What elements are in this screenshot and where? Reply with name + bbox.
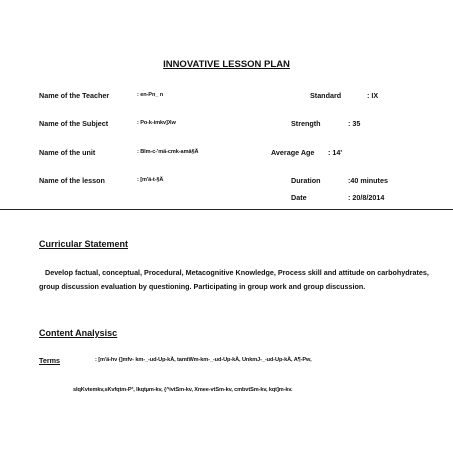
- terms-label: Terms: [39, 356, 61, 365]
- teacher-value: : en-Pn_ n: [137, 92, 164, 98]
- unit-value: : Blm-c-'mä-cmk-amä§Ä: [137, 149, 199, 155]
- strength-value: : 35: [348, 119, 361, 128]
- standard-value: : IX: [367, 91, 379, 100]
- content-heading: Content Analysisc: [39, 328, 118, 338]
- average-age-label: Average Age: [271, 148, 315, 157]
- terms-line-2: sIqKvtemkv,sKvfqtm-P³, Ikqtµm-kv, {^ivtSm-kv, Xmee-vtSm-kv, cmbvtSm-kv, kqt]m-kv.: [73, 387, 293, 393]
- lesson-label: Name of the lesson: [39, 176, 105, 185]
- curricular-heading: Curricular Statement: [39, 239, 129, 249]
- strength-label: Strength: [291, 119, 321, 128]
- horizontal-divider: [0, 209, 453, 210]
- curricular-line-1: Develop factual, conceptual, Procedural, Metacognitive Knowledge, Process skill and attitude on carbohydrates,: [45, 268, 429, 277]
- duration-label: Duration: [291, 176, 321, 185]
- teacher-label: Name of the Teacher: [39, 91, 110, 100]
- document-title: INNOVATIVE LESSON PLAN: [163, 59, 290, 70]
- average-age-value: : 14': [328, 148, 343, 157]
- unit-label: Name of the unit: [39, 148, 96, 157]
- date-value: : 20/8/2014: [348, 193, 385, 202]
- date-label: Date: [291, 193, 307, 202]
- subject-value: : Po-k-imkv]Xw: [137, 120, 176, 126]
- lesson-value: : [m'ä-t-§Ä: [137, 177, 164, 183]
- standard-label: Standard: [310, 91, 342, 100]
- subject-label: Name of the Subject: [39, 119, 109, 128]
- terms-line-1: : [m'ä-hv {]mfv- km-_-ud-Up-kÀ, tamtWm-km-_-ud-Up-kÀ, UnkmJ-_-ud-Up-kÀ, A¶-Pw,: [95, 357, 312, 363]
- curricular-line-2: group discussion evaluation by questioning. Participating in group work and group discussion.: [39, 282, 366, 291]
- duration-value: :40 minutes: [348, 176, 388, 185]
- curricular-paragraph: [39, 266, 429, 294]
